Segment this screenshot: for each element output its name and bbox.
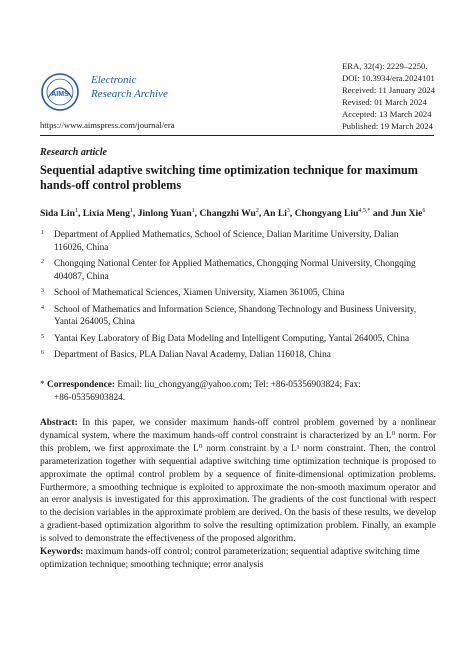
author-affiliation-mark: 1 xyxy=(74,208,78,214)
affiliation-line: 116026, China xyxy=(54,242,109,253)
affiliation-number: 4 xyxy=(41,304,44,311)
author-name: Chongyang Liu xyxy=(294,208,359,220)
affiliation-item xyxy=(40,287,440,300)
article-type: Research article xyxy=(40,147,107,158)
affiliation-line: Chongqing National Center for Applied Mathematics, Chongqing Normal University, Chongqing xyxy=(54,259,416,269)
journal-name-line1: Electronic xyxy=(91,74,137,86)
affiliation-number: 6 xyxy=(41,350,44,356)
affiliation-line: Department of Basics, PLA Dalian Naval Academy, Dalian 116018, China xyxy=(54,350,331,360)
journal-url[interactable]: https://www.aimspress.com/journal/era xyxy=(40,120,175,130)
affiliation-line: 404087, China xyxy=(54,271,109,282)
affiliation-item xyxy=(40,258,440,283)
abstract xyxy=(40,417,436,546)
author-affiliation-mark: 1 xyxy=(129,208,133,214)
article-title: Sequential adaptive switching time optimization technique for maximum hands-off control problems xyxy=(40,163,418,192)
author-name: Lixia Meng xyxy=(82,208,130,220)
keywords xyxy=(40,546,436,572)
affiliation-number: 5 xyxy=(41,333,44,340)
affiliation-item xyxy=(40,229,440,254)
author-name: Changzhi Wu xyxy=(199,208,256,220)
affiliation-line: School of Mathematics and Information Science, Shandong Technology and Business University, xyxy=(54,304,417,315)
meta-doi[interactable]: DOI: 10.3934/era.2024101 xyxy=(342,72,435,83)
correspondence-marker: * xyxy=(40,380,45,390)
affiliation-number: 2 xyxy=(41,259,44,265)
author-affiliation-mark: 4,5,* xyxy=(358,208,371,214)
keywords-label: Keywords: xyxy=(40,547,84,557)
affiliation-line: Yantai Key Laboratory of Big Data Modeling and Intelligent Computing, Yantai 264005, China xyxy=(54,333,410,344)
affiliation-item xyxy=(40,333,440,346)
author-list: Sida Lin$^1$, Lixia Meng$^1$, Jinlong Yuan$^1$, Changzhi Wu$^2$, An Li$^3$, Chongyang Liu$^{4,5,*}$ and Jun Xie$^6$ xyxy=(40,208,426,220)
affiliation-item xyxy=(40,304,440,329)
affiliation-number: 3 xyxy=(41,288,44,294)
author-name: An Li xyxy=(263,208,287,220)
meta-received: Received: 11 January 2024 xyxy=(342,84,435,95)
correspondence-fax: +86-05356903824. xyxy=(54,392,126,403)
abstract-label: Abstract: xyxy=(40,418,78,428)
author-affiliation-mark: 2 xyxy=(255,208,259,214)
journal-name-line2: Research Archive xyxy=(91,88,168,100)
meta-citation: ERA, 32(4): 2229–2250. xyxy=(342,61,428,71)
meta-published: Published: 19 March 2024 xyxy=(342,120,433,131)
journal-logo xyxy=(40,72,80,112)
header-divider xyxy=(40,135,434,136)
publication-meta xyxy=(342,61,435,132)
author-name: Jinlong Yuan xyxy=(137,208,192,220)
correspondence xyxy=(40,379,440,404)
correspondence-label: Correspondence: xyxy=(46,380,115,390)
correspondence-contact[interactable]: Email: liu_chongyang@yahoo.com; Tel: +86-05356903824; Fax: xyxy=(117,380,361,390)
author-name: Jun Xie xyxy=(390,208,423,220)
affiliation-line: Yantai 264005, China xyxy=(54,317,135,327)
keywords-text: maximum hands-off control; control parameterization; sequential adaptive switching time optimization technique; smoothing technique; error analysis xyxy=(40,547,420,570)
journal-name xyxy=(91,73,168,101)
abstract-text: In this paper, we consider maximum hands-off control problem governed by a nonlinear dynamical system, where the maximum hands-off control constraint is characterized by an L⁰ norm. For this problem, we first approximate the L⁰ norm constraint by a L¹ norm constraint. Then, the control parameterization together with sequential adaptive switching time optimization technique is proposed to approximate the optimal control problem by a sequence of finite-dimensional optimization problems. Furthermore, a smoothing technique is exploited to approximate the non-smooth maximum operator and an error analysis is investigated for this approximation. The gradients of the cost functional with respect to the decision variables in the approximate problem are derived. On the basis of these results, we develop a gradient-based optimization algorithm to solve the resulting optimization problem. Finally, an example is solved to demonstrate the effectiveness of the proposed algorithm. xyxy=(40,418,436,545)
author-name: Sida Lin xyxy=(40,208,75,220)
affiliation-line: School of Mathematical Sciences, Xiamen University, Xiamen 361005, China xyxy=(54,288,345,298)
author-affiliation-mark: 3 xyxy=(286,208,290,214)
affiliation-line: Department of Applied Mathematics, School of Science, Dalian Maritime University, Dalian xyxy=(54,230,399,240)
affiliation-list xyxy=(40,229,440,362)
affiliation-item xyxy=(40,349,440,362)
logo-text: AIMS xyxy=(51,91,69,98)
meta-revised: Revised: 01 March 2024 xyxy=(342,96,427,107)
author-affiliation-mark: 1 xyxy=(191,208,195,214)
meta-accepted: Accepted: 13 March 2024 xyxy=(342,108,432,119)
affiliation-number: 1 xyxy=(41,230,44,236)
author-affiliation-mark: 6 xyxy=(422,208,426,214)
